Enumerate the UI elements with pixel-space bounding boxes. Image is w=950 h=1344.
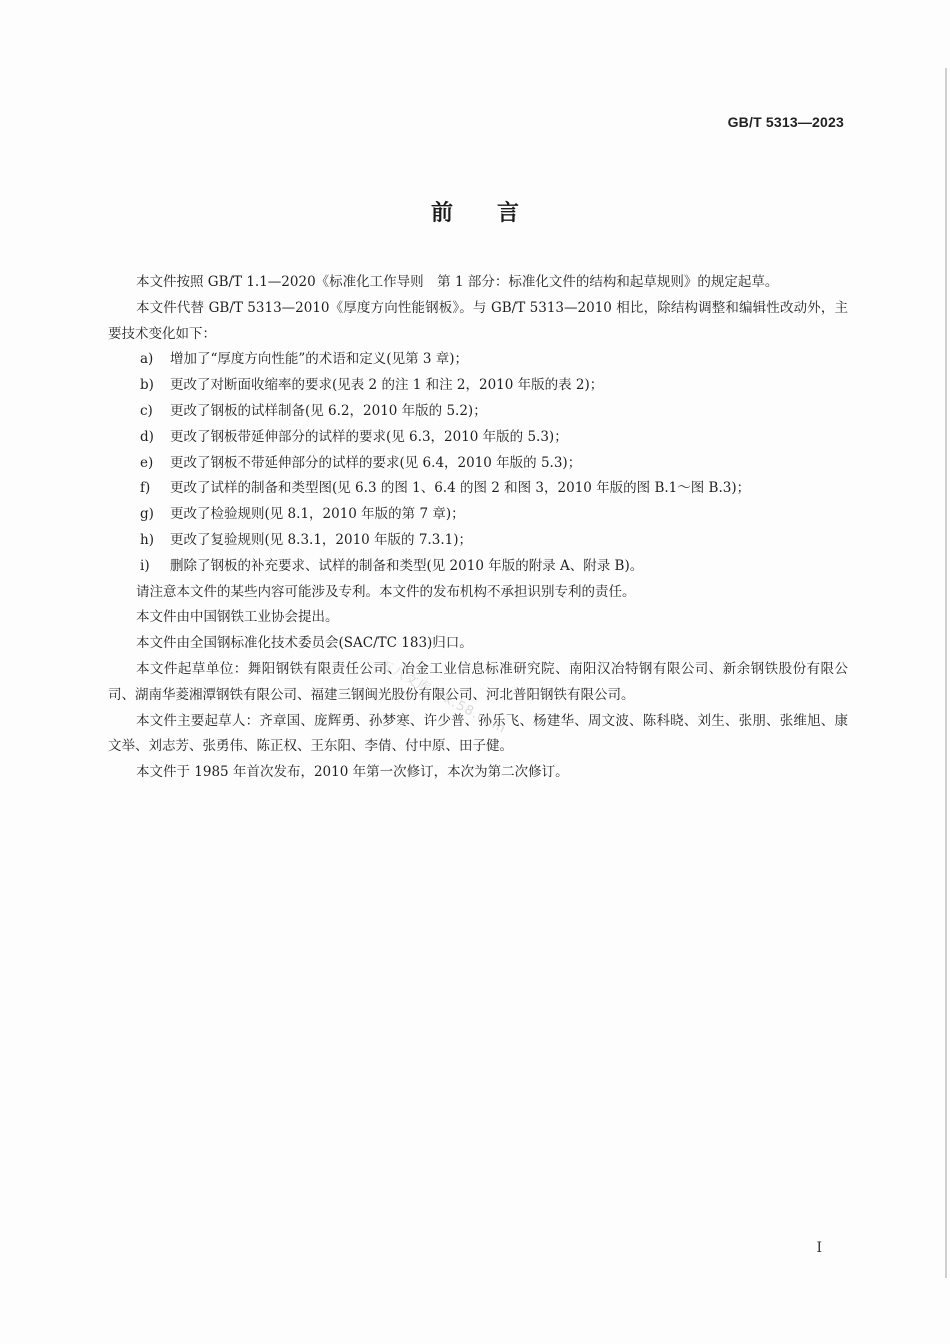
paragraph-proposer: 本文件由中国钢铁工业协会提出。 <box>136 609 339 626</box>
list-item <box>108 451 848 477</box>
paragraph-patent-notice: 请注意本文件的某些内容可能涉及专利。本文件的发布机构不承担识别专利的责任。 <box>136 583 636 600</box>
paragraph-replacement: 本文件代替 GB/T 5313—2010《厚度方向性能钢板》。与 GB/T 5313—2010 相比，除结构调整和编辑性改动外，主要技术变化如下： <box>108 299 848 342</box>
list-marker: g) <box>140 506 154 523</box>
page-title: 前言 <box>430 201 563 226</box>
list-item <box>108 347 848 373</box>
standard-number: GB/T 5313—2023 <box>727 114 844 130</box>
changes-list <box>108 347 848 579</box>
list-marker: d) <box>140 428 154 445</box>
list-item <box>108 373 848 399</box>
list-item-text: 增加了“厚度方向性能”的术语和定义(见第 3 章)； <box>170 351 469 368</box>
list-item-text: 更改了钢板带延伸部分的试样的要求(见 6.3，2010 年版的 5.3)； <box>170 428 568 445</box>
list-item-text: 更改了钢板不带延伸部分的试样的要求(见 6.4，2010 年版的 5.3)； <box>170 454 582 471</box>
paragraph-drafting-rules: 本文件按照 GB/T 1.1—2020《标准化工作导则 第 1 部分：标准化文件的结构和起草规则》的规定起草。 <box>136 274 779 290</box>
watermark: 五八文库 wk.58.com <box>377 657 509 737</box>
list-item <box>108 502 848 528</box>
list-marker: b) <box>140 377 154 394</box>
paragraph-drafting-organizations: 本文件起草单位：舞阳钢铁有限责任公司、冶金工业信息标准研究院、南阳汉冶特钢有限公司、新余钢铁股份有限公司、湖南华菱湘潭钢铁有限公司、福建三钢闽光股份有限公司、河北普阳钢铁有限公司。 <box>108 660 848 703</box>
list-item-text: 更改了检验规则(见 8.1，2010 年版的第 7 章)； <box>170 506 465 523</box>
list-item <box>108 554 848 580</box>
list-marker: f) <box>140 480 151 497</box>
list-item-text: 更改了试样的制备和类型图(见 6.3 的图 1、6.4 的图 2 和图 3，2010 年版的图 B.1～图 B.3)； <box>170 480 751 497</box>
paragraph-technical-committee: 本文件由全国钢标准化技术委员会(SAC/TC 183)归口。 <box>136 635 473 652</box>
page-number: I <box>816 1240 822 1256</box>
list-item-text: 更改了对断面收缩率的要求(见表 2 的注 1 和注 2，2010 年版的表 2)； <box>170 377 604 394</box>
list-item <box>108 399 848 425</box>
list-item <box>108 476 848 502</box>
list-item-text: 更改了复验规则(见 8.3.1，2010 年版的 7.3.1)； <box>170 531 472 548</box>
list-marker: a) <box>140 351 154 368</box>
list-item <box>108 528 848 554</box>
paragraph-history: 本文件于 1985 年首次发布，2010 年第一次修订，本次为第二次修订。 <box>136 764 569 781</box>
list-marker: h) <box>140 531 154 548</box>
paragraph-drafters: 本文件主要起草人：齐章国、庞辉勇、孙梦寒、许少普、孙乐飞、杨建华、周文波、陈科晓、刘生、张朋、张维旭、康文举、刘志芳、张勇伟、陈正权、王东阳、李倩、付中原、田子健。 <box>108 712 848 755</box>
list-marker: i) <box>140 557 150 574</box>
list-marker: c) <box>140 402 153 419</box>
list-item-text: 删除了钢板的补充要求、试样的制备和类型(见 2010 年版的附录 A、附录 B)。 <box>170 557 644 574</box>
scan-edge-line <box>945 68 947 1278</box>
list-marker: e) <box>140 454 154 471</box>
list-item-text: 更改了钢板的试样制备(见 6.2，2010 年版的 5.2)； <box>170 402 487 419</box>
list-item <box>108 425 848 451</box>
